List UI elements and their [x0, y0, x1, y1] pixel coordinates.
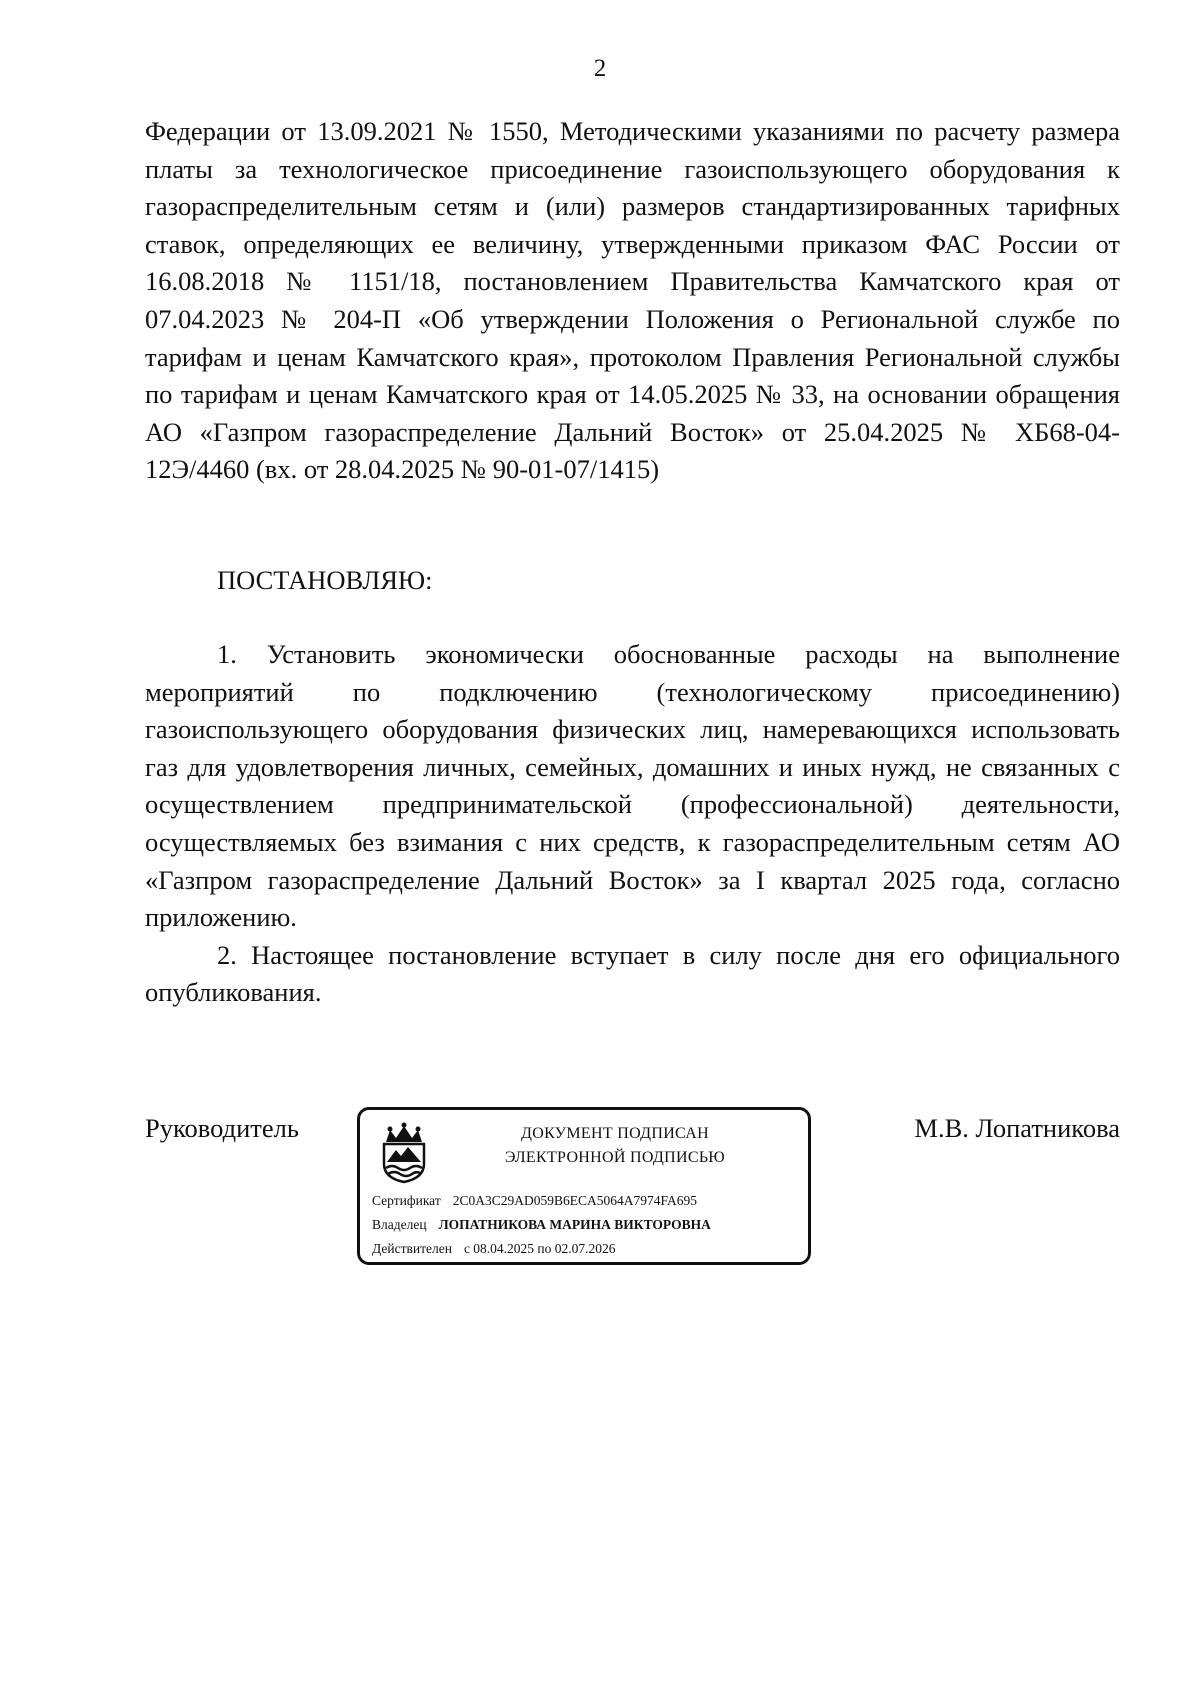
clauses-section: [145, 636, 1120, 1012]
stamp-cert-label: Сертификат: [372, 1193, 441, 1208]
signer-name: М.В. Лопатникова: [914, 1113, 1120, 1143]
intro-paragraph: [145, 113, 1120, 489]
clause-2: 2. Настоящее постановление вступает в силу после дня его официального опубликования.: [145, 939, 1120, 1008]
stamp-owner-label: Владелец: [372, 1217, 427, 1232]
kamchatka-emblem-icon: [378, 1122, 430, 1184]
stamp-owner-value: ЛОПАТНИКОВА МАРИНА ВИКТОРОВНА: [438, 1217, 711, 1232]
stamp-valid-label: Действителен: [372, 1241, 452, 1256]
stamp-title: [450, 1122, 780, 1170]
electronic-signature-stamp: [357, 1107, 811, 1265]
clause-1: 1. Установить экономически обоснованные расходы на выполнение мероприятий по подключению (технологическому присоединению) газоиспользующего оборудования физических лиц, намеревающихся использовать газ для удовлетворения личных, семейных, домашних и иных нужд, не связанных с осуществлением предпринимательской (профессиональной) деятельности, осуществляемых без взимания с них средств, к газораспределительным сетям АО «Газпром газораспределение Дальний Восток» за I квартал 2025 года, согласно приложению.: [145, 639, 1120, 933]
decree-word: ПОСТАНОВЛЯЮ:: [217, 565, 433, 595]
page-number: 2: [593, 55, 607, 82]
stamp-validity-row: [372, 1240, 616, 1258]
intro-text: Федерации от 13.09.2021 № 1550, Методическими указаниями по расчету размера платы за технологическое присоединение газоиспользующего оборудования к газораспределительным сетям и (или) размеров стандартизированных тарифных ставок, определяющих ее величину, утвержденными приказом ФАС России от 16.08.2018 № 1151/18, постановлением Правительства Камчатского края от 07.04.2023 № 204-П «Об утверждении Положения о Региональной службе по тарифам и ценам Камчатского края», протоколом Правления Региональной службы по тарифам и ценам Камчатского края от 14.05.2025 № 33, на основании обращения АО «Газпром газораспределение Дальний Восток» от 25.04.2025 № ХБ68-04-12Э/4460 (вх. от 28.04.2025 № 90-01-07/1415): [145, 116, 1120, 485]
stamp-certificate-row: [372, 1192, 697, 1210]
stamp-title-line2: ЭЛЕКТРОННОЙ ПОДПИСЬЮ: [504, 1149, 726, 1166]
stamp-cert-value: 2C0A3C29AD059B6ECA5064A7974FA695: [452, 1193, 697, 1208]
signer-title: Руководитель: [145, 1113, 299, 1143]
stamp-owner-row: [372, 1216, 711, 1234]
stamp-title-line1: ДОКУМЕНТ ПОДПИСАН: [521, 1125, 709, 1142]
stamp-valid-value: с 08.04.2025 по 02.07.2026: [463, 1241, 616, 1256]
